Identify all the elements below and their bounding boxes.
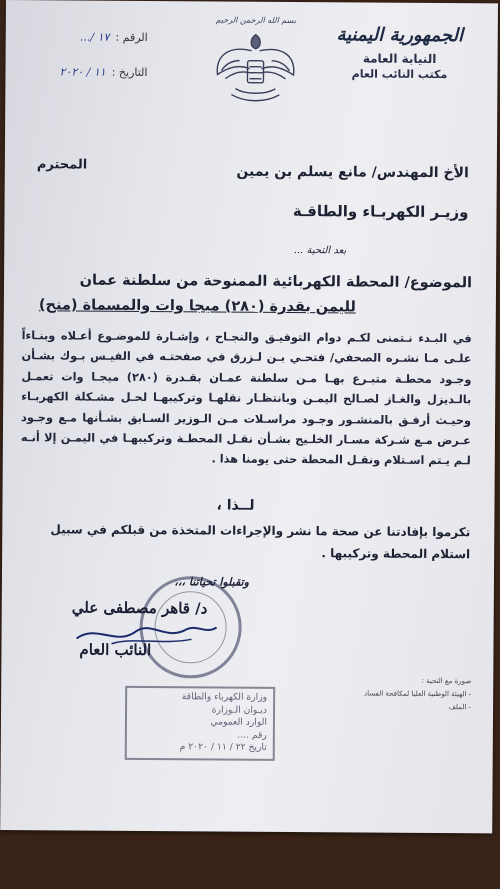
signatory-position: النائب العام [79,640,152,660]
received-stamp-line-5: تاريخ ٢٢ / ١١ / ٢٠٢٠ م [179,741,267,753]
date-row [27,65,147,79]
date-label: التاريخ : [111,65,148,79]
received-stamp-line-3: الوارد العمومي [210,716,268,728]
office-subtitle: مكتب النائب العام [351,67,448,82]
therefore: لــذا ، [216,497,255,514]
eagle-emblem-icon [205,15,306,112]
subject-line-2: لليمن بقدرة (٢٨٠) ميجا وات والمسماة (منح) [38,297,356,316]
office-name: النيابة العامة [362,51,437,67]
copies-item-1: - الهيئة الوطنية العليا لمكافحة الفساد [364,689,472,699]
ref-value: ١٧ /... [79,30,110,44]
date-value: ١١ / ٢٠٢٠ [59,65,106,79]
letterhead [319,24,479,81]
basmala: بسم الله الرحمن الرحيم [215,15,297,26]
addressee-title: وزيـر الكهربـاء والطاقـة [292,202,469,222]
subject-line-1: الموضوع/ المحطة الكهربائية الممنوحة من سلطنة عمان [79,272,473,292]
request-line-2: استلام المحطة وتركيبها . [321,546,471,562]
reference-block [27,30,147,101]
government-name: الجمهورية اليمنية [336,24,464,47]
copies-block [319,674,471,714]
eagle-icon [205,24,306,107]
body-paragraph: في البـدء نـتمنى لكـم دوام التوفيـق والنجـاح ، وإشـارة للموضـوع أعـلاه وبنـاءاً علـى مـا نشـره الصحفي/ فتحـي بـن لـزرق في صفحتـه في الفيـس بـوك بشـأن وجـود محطـة متبـرع بهـا مـن سلطنة عمـان بقـدرة (٢٨٠) ميجـا وات تعمـل بالـديزل والغـاز لصـالح اليمـن وبانتظـار نقلهـا وتركيبهـا لحـل مشـكلة الكهربـاء وحيـث أرفـق بالمنشـور وجـود مراسـلات مـن الـوزير السـابق بشـأنها مـع وجـود عـرض مـع شـركة مسـار الخلـيج بشـأن نقـل المحطـة وتركيبهـا في اليمـن إلا أنـه لـم يـتم اسـتلام ونقـل المحطة حتى يومنا هذا . [20,329,472,468]
ref-label: الرقم : [115,30,148,44]
addressee-name: الأخ المهندس/ مانع يسلم بن يمين [236,163,469,182]
honorific: المحترم [36,157,88,173]
received-stamp-line-2: ديـوان الـوزارة [211,703,268,716]
received-stamp [125,686,276,761]
signatory-name: د/ قاهر مصطفى علي [71,598,208,618]
salutation: بعد التحية ... [293,245,347,257]
copies-heading: صورة مع التحية : [421,676,472,686]
request-line-1: تكرموا بإفادتنا عن صحة ما نشر والإجراءات المتخذة من قبلكم في سبيل [50,522,471,540]
received-stamp-line-4: رقم .... [237,729,267,741]
ref-row [28,30,148,44]
received-stamp-line-1: وزارة الكهرباء والطاقة [181,691,268,703]
copies-item-2: - الملف [448,703,472,712]
closing: وتقبلوا تحياتنا ،،، [174,575,249,589]
